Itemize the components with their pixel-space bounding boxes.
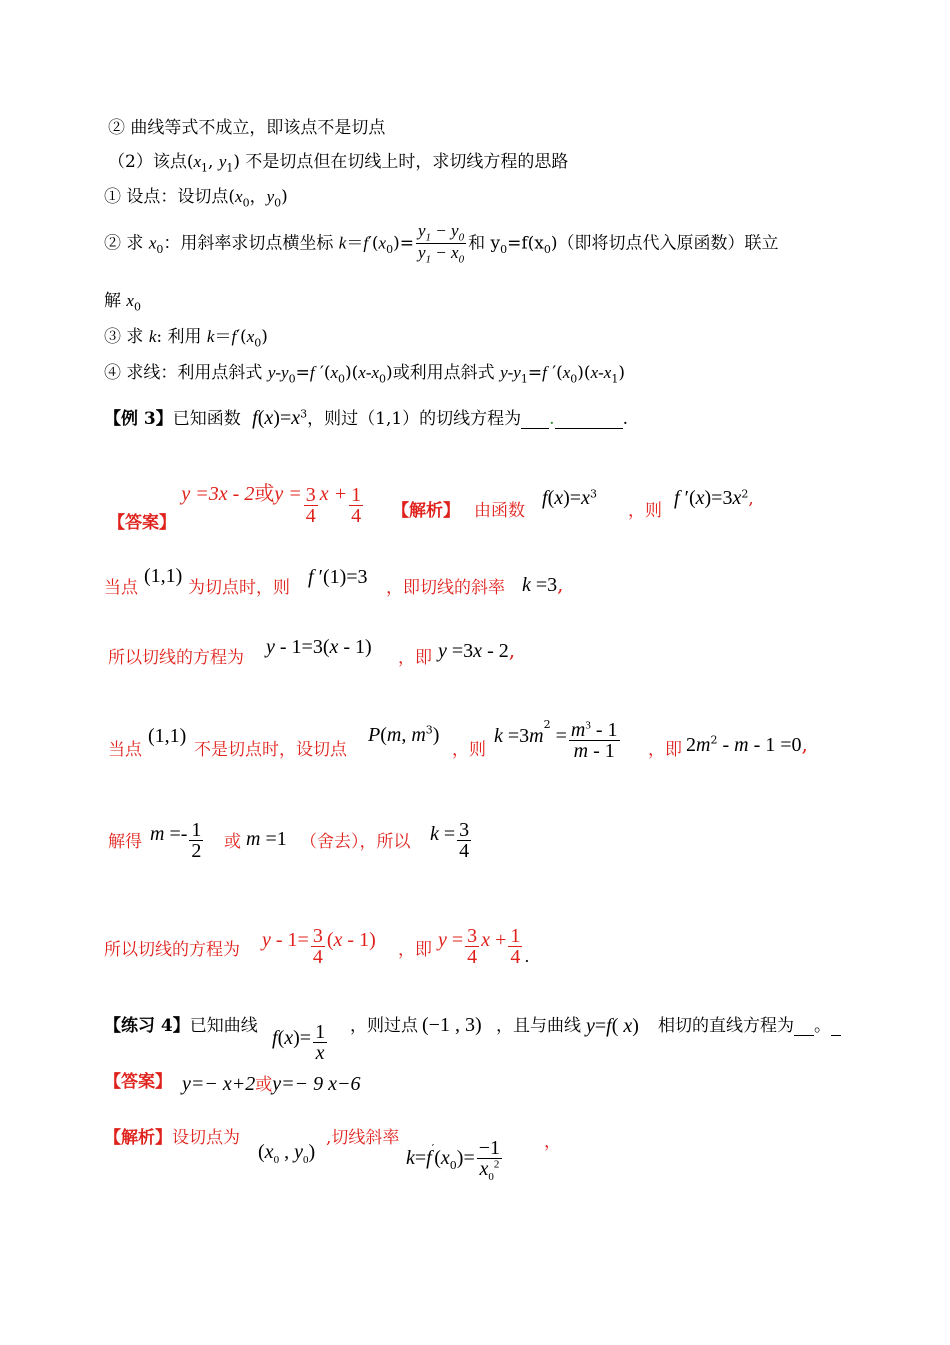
slope-fraction: $\frac{y_1 - y_0}{y_1 - x_0}$ xyxy=(417,221,465,266)
so-line-text: 所以切线的方程为 xyxy=(108,648,244,668)
solved-text: 解得 xyxy=(108,832,142,852)
m-equals-1: m =1 xyxy=(246,828,287,850)
tangent-point-x0-y0: ($x_0$ , $y_0$) xyxy=(258,1141,316,1166)
line-eq-1-simplified: y =3x - 2, xyxy=(438,638,516,662)
step-4-find-line: ④ 求线：利用点斜式 $y-y_0=f$ $'(x_0)(x-x_0)$或利用点斜式 $y-y_1=f$ $'(x_0)(x-x_1)$ xyxy=(104,363,625,386)
practice-4: 【练习 4】已知曲线 xyxy=(104,1016,258,1036)
is-tangent-text: 为切点时，则 xyxy=(188,578,290,598)
analysis-3-line: 【解析】 由函数 xyxy=(392,501,525,521)
point-1-1: (1,1) xyxy=(144,565,183,587)
answer-4: 【答案】 xyxy=(104,1072,172,1092)
ie3-text: ，即 xyxy=(398,940,432,960)
practice-4-t3: ，且与曲线 xyxy=(496,1016,581,1036)
not-tangent-text: 不是切点时，设切点 xyxy=(194,740,347,760)
point-P: P(m, $m^3$) xyxy=(368,723,440,746)
analysis-4-t2: ,切线斜率 xyxy=(326,1128,400,1148)
answer-4-eq: y=− x+2或y=− 9 x−6 xyxy=(182,1073,361,1095)
f-of-x-cube: $f(x)=x^3$ xyxy=(542,487,597,509)
step-2-solve-x0: ② 求 $x_0$：用斜率求切点横坐标 $k=f'(x_0)=$ $\frac{y_1 - y_0}{y_1 - x_0}$ 和 $y_0=f(x_0)$（即将切点代入原函数）联立 xyxy=(104,221,779,266)
line-eq-1: y - 1=3(x - 1) xyxy=(266,636,372,658)
when-not-tangent: 当点 xyxy=(108,740,142,760)
f-equals-1-over-x: f(x)= $\frac{1}{x}$ xyxy=(272,1021,326,1064)
ie2-text: ，即 xyxy=(648,740,682,760)
analysis-4: 【解析】设切点为 xyxy=(104,1128,240,1148)
when-tangent-point: 当点 xyxy=(104,578,138,598)
practice-4-t2: ，则过点 xyxy=(350,1016,418,1036)
line-eq-2: y - 1= $\frac{3}{4}$ (x - 1) xyxy=(262,925,376,968)
ie-text: ，即 xyxy=(398,648,432,668)
quadratic-eq: $2m^2 - m - 1 =0$, xyxy=(686,732,808,756)
k-equals-3: k =3, xyxy=(522,572,564,596)
derivative-f: f $'(x)=3x^2$, xyxy=(674,487,754,509)
step-3-find-k: ③ 求 k: 利用 $k=f'(x_0)$ xyxy=(104,327,268,350)
case-2-heading: （2）该点($x_1$, $y_1$) 不是切点但在切线上时，求切线方程的思路 xyxy=(108,152,569,175)
k-three-quarters: k = $\frac{3}{4}$ xyxy=(430,819,470,862)
k-3m2-fraction: $k =3m^2$ = $\frac{m^3 - 1}{m - 1}$ xyxy=(494,718,618,762)
analysis-4-t3: ， xyxy=(544,1132,561,1152)
discard-text: （舍去），所以 xyxy=(300,832,411,852)
so-line2-text: 所以切线的方程为 xyxy=(104,940,240,960)
solve-x0-line: 解 $x_0$ xyxy=(104,291,141,314)
step-2-text: ② 曲线等式不成立，即该点不是切点 xyxy=(108,118,386,138)
point-1-1-b: (1,1) xyxy=(148,725,187,747)
line-eq-2-simplified: y = $\frac{3}{4}$ x + $\frac{1}{4}$ $_.$ xyxy=(438,925,530,968)
then2-text: ，则 xyxy=(452,740,486,760)
k-derivative-eq: $k=f'(x_0)=$ $\frac{-1}{x_0^2}$ xyxy=(406,1137,501,1183)
practice-4-t4: 相切的直线方程为 。 xyxy=(658,1018,841,1036)
example-3: 【例 3】已知函数 $f(x)=x^3$，则过（1,1）的切线方程为 . . xyxy=(104,407,628,429)
answer-3: 【答案】 y =3x - 2或y = $\frac{3}{4}$ x + $\frac{1}{4}$ xyxy=(108,481,362,533)
step-1-set-point: ① 设点：设切点($x_0$，$y_0$) xyxy=(104,187,288,210)
f-prime-1: f ′(1)=3 xyxy=(308,566,368,588)
point-neg1-3: (−1 , 3) xyxy=(422,1014,482,1036)
or2-text: 或 xyxy=(224,832,241,852)
slope-is-text: ，即切线的斜率 xyxy=(386,578,505,598)
m-neg-half: m =- $\frac{1}{2}$ xyxy=(150,819,202,862)
then-text: ，则 xyxy=(628,501,662,521)
y-equals-fx: y=f( x) xyxy=(586,1015,639,1037)
